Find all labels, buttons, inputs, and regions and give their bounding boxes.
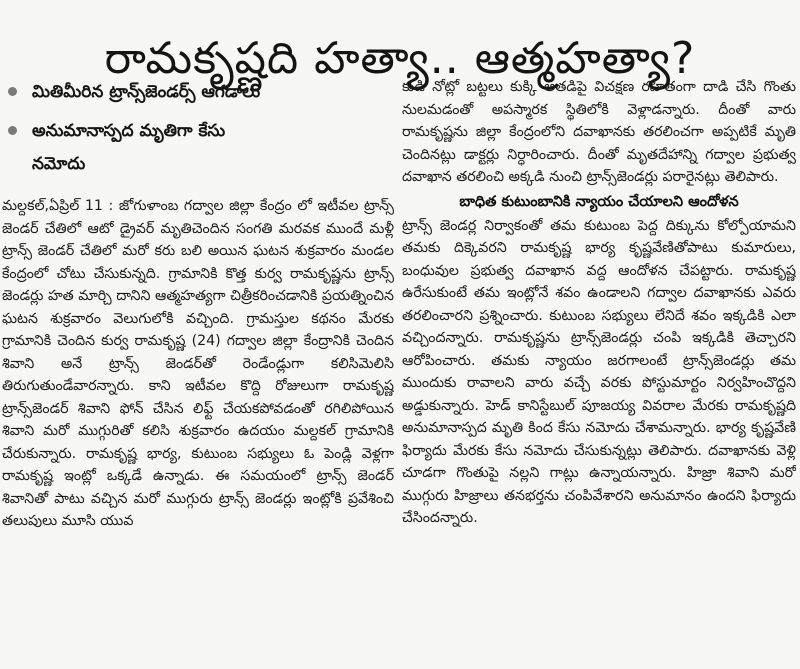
article-body-right-1: కుడి నోట్లో బట్టలు కుక్కి అతడిపై విచక్షణ రహితంగా దాడి చేసి గొంతు నులమడంతో అపస్మారక స్థితిలోకి వెళ్లాడన్నారు. దీంతో వారు రామకృష్ణను జిల్లా కేంద్రంలోని దవాఖానకు తరలించగా అప్పటికే మృతి చెందినట్లు డాక్టర్లు నిర్ధారించారు. దీంతో మృతదేహాన్ని గద్వాల ప్రభుత్వ దవాఖాన తరలించి అక్కడి నుంచి ట్రాన్స్‌జెండర్లు పరారైనట్లు తెలిపారు. [402, 79, 796, 185]
highlight-item [2, 76, 394, 109]
highlight-item [2, 115, 394, 181]
highlight-text: మితిమీరిన ట్రాన్స్‌జెండర్స్ ఆగడాలు [32, 82, 261, 102]
article-body-left: మల్దకల్,ఏప్రిల్ 11 : జోగుళాంబ గద్వాల జిల్లా కేంద్రం లో ఇటీవల ట్రాన్స్ జెండర్ చేతిలో ఆటో డ్రైవర్ మృతిచెందిన సంగతి మరవక ముందే మళ్లీ ట్రాన్స్ జెండర్ చేతిలో మరో కరు బలి అయిన ఘటన శుక్రవారం మండల కేంద్రంలో చోటు చేసుకున్నది. గ్రామానికి కొత్త కుర్వ రామకృష్ణను ట్రాన్స్ జెండర్లు హత మార్చి దానిని ఆత్మహత్యగా చిత్రీకరించడానికి ప్రయత్నించిన ఘటన శుక్రవారం వెలుగులోకి వచ్చింది. గ్రామస్తుల కథనం మేరకు గ్రామానికి చెందిన కుర్వ రామకృష్ణ (24) గద్వాల జిల్లా కేంద్రానికి చెందిన శివాని అనే ట్రాన్స్ జెండర్‌తో రెండేండ్లుగా కలిసిమెలిసి తిరుగుతుండేవారన్నారు. కాని ఇటీవల కొద్ది రోజులుగా రామకృష్ణ ట్రాన్స్‌జెండర్ శివాని ఫోన్ చేసిన లిఫ్ట్ చేయకపోవడంతో రగిలిపోయిన శివాని మరో ముగ్గురితో కలిసి శుక్రవారం ఉదయం మల్దకల్ గ్రామానికి చేరుకున్నారు. రామకృష్ణ భార్య, కుటుంబ సభ్యులు ఓ పెండ్లి వెళ్లగా రామకృష్ణ ఇంట్లో ఒక్కడే ఉన్నాడు. ఈ సమయంలో ట్రాన్స్ జెండర్ శివానితో పాటు వచ్చిన మరో ముగ్గురు ట్రాన్స్ జెండర్లు ఇంట్లోకి ప్రవేశించి తలుపులు మూసి యువ [2, 198, 394, 529]
highlights-list [2, 76, 394, 181]
bullet-dot-icon [8, 126, 17, 135]
article-body-right-2: ట్రాన్స్ జెండర్ల నిర్వాకంతో తమ కుటుంబ పెద్ద దిక్కును కోల్పోయామని తమకు దిక్కెవరని రామకృష్ణ భార్య కృష్ణవేణితోపాటు కుమారులు, బంధువుల ప్రభుత్వ దవాఖాన వద్ద ఆందోళన చేపట్టారు. రామకృష్ణ ఉరేసుకుంటే తమ ఇంట్లోనే శవం ఉండాలని గద్వాల దవాఖానకు ఎవరు తరలించారని ప్రశ్నించారు. కుటుంబ సభ్యులు లేనిదే శవం ఇక్కడికి ఎలా వచ్చిందన్నారు. రామకృష్ణను ట్రాన్స్‌జెండర్లు చంపి ఇక్కడికి తెచ్చారని ఆరోపించారు. తమకు న్యాయం జరగాలంటే ట్రాన్స్‌జెండర్లు తమ ముందుకు రావాలని వారు వచ్చే వరకు పోస్టుమార్టం నిర్వహించొద్దని అడ్డుకున్నారు. హెడ్ కానిస్టేబుల్ పూజయ్య వివరాల మేరకు రామకృష్ణది అనుమానాస్పద మృతి కింద కేసు నమోదు చేశామన్నారు. భార్య కృష్ణవేణి ఫిర్యాదు మేరకు కేసు నమోదు చేసుకున్నట్లు తెలిపారు. దవాఖానకు వెళ్లి చూడగా గొంతుపై నల్లని గాట్లు ఉన్నాయన్నారు. హిజ్రా శివాని మరో ముగ్గురు హిజ్రాలు తనభర్తను చంపివేశారని అనుమానం ఉందని ఫిర్యాదు చేసిందన్నారు. [402, 217, 796, 526]
article-subheading: బాధిత కుటుంబానికి న్యాయం చేయాలని ఆందోళన [459, 193, 739, 210]
bullet-dot-icon [8, 87, 17, 96]
headline: రామకృష్ణది హత్యా.. ఆత్మహత్యా? [104, 33, 696, 85]
highlight-text: అనుమానాస్పద మృతిగా కేసు నమోదు [32, 121, 226, 174]
left-column [2, 76, 394, 669]
right-column [402, 76, 796, 669]
